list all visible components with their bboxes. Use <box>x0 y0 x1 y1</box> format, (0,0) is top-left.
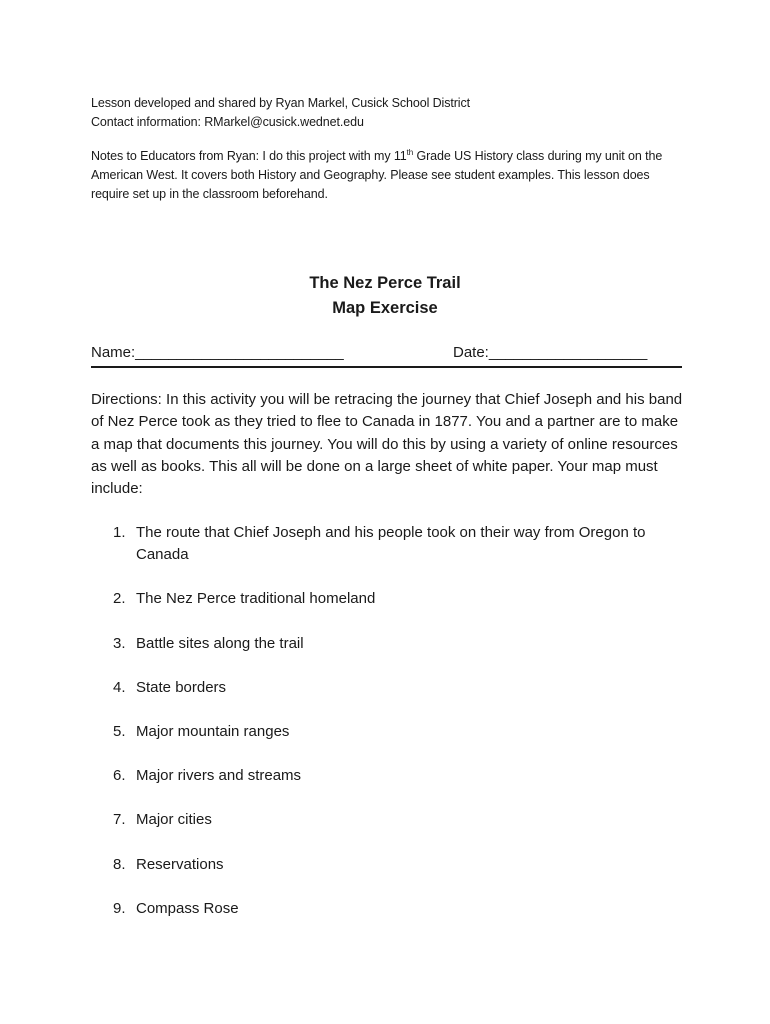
list-item <box>91 898 686 920</box>
list-text: Compass Rose <box>136 899 239 917</box>
list-item <box>91 677 686 699</box>
notes-text-start: Notes to Educators from Ryan: I do this project with my 11 <box>91 149 407 163</box>
requirements-list <box>91 522 686 942</box>
name-date-row <box>91 342 682 368</box>
list-number: 2. <box>113 590 126 608</box>
directions-paragraph: Directions: In this activity you will be retracing the journey that Chief Joseph and his band of Nez Perce took as they tried to flee to Canada in 1877. You and a partner are to make a map that documents this journey. You will do this by using a variety of online resources as well as books. This all will be done on a large sheet of white paper. Your map must include: <box>91 391 683 498</box>
list-item <box>91 522 686 567</box>
lesson-header <box>91 94 691 132</box>
list-text: Reservations <box>136 855 224 873</box>
name-field: Name:_________________________ <box>91 344 344 361</box>
list-item <box>91 633 686 655</box>
title-line-2: Map Exercise <box>332 299 438 317</box>
list-text: State borders <box>136 678 227 696</box>
notes-superscript: th <box>406 147 414 157</box>
page-title <box>0 271 770 321</box>
educator-notes <box>91 147 691 204</box>
list-item <box>91 854 686 876</box>
list-item <box>91 721 686 743</box>
title-line-1: The Nez Perce Trail <box>309 274 461 292</box>
list-text: Major rivers and streams <box>136 767 302 785</box>
developer-credit: Lesson developed and shared by Ryan Markel, Cusick School District <box>91 96 471 110</box>
list-item <box>91 809 686 831</box>
list-text: Battle sites along the trail <box>136 634 304 652</box>
list-text: Major cities <box>136 811 212 829</box>
list-item <box>91 588 686 610</box>
list-text: Major mountain ranges <box>136 723 290 741</box>
notes-text-end: Grade US History class during my unit on the American West. It covers both History and Geography. Please see student examples. This lesson does require set up in the classroom beforehand. <box>91 149 663 201</box>
list-number: 6. <box>113 767 126 785</box>
list-number: 9. <box>113 899 126 917</box>
contact-information: Contact information: RMarkel@cusick.wednet.edu <box>91 115 364 129</box>
list-text: The Nez Perce traditional homeland <box>136 590 376 608</box>
list-number: 8. <box>113 855 126 873</box>
list-number: 7. <box>113 811 126 829</box>
date-field: Date:___________________ <box>453 344 648 361</box>
list-item <box>91 765 686 787</box>
list-number: 5. <box>113 723 126 741</box>
list-number: 1. <box>113 524 126 541</box>
list-text: The route that Chief Joseph and his people took on their way from Oregon to Canada <box>136 524 646 564</box>
list-number: 3. <box>113 634 126 652</box>
list-number: 4. <box>113 678 126 696</box>
